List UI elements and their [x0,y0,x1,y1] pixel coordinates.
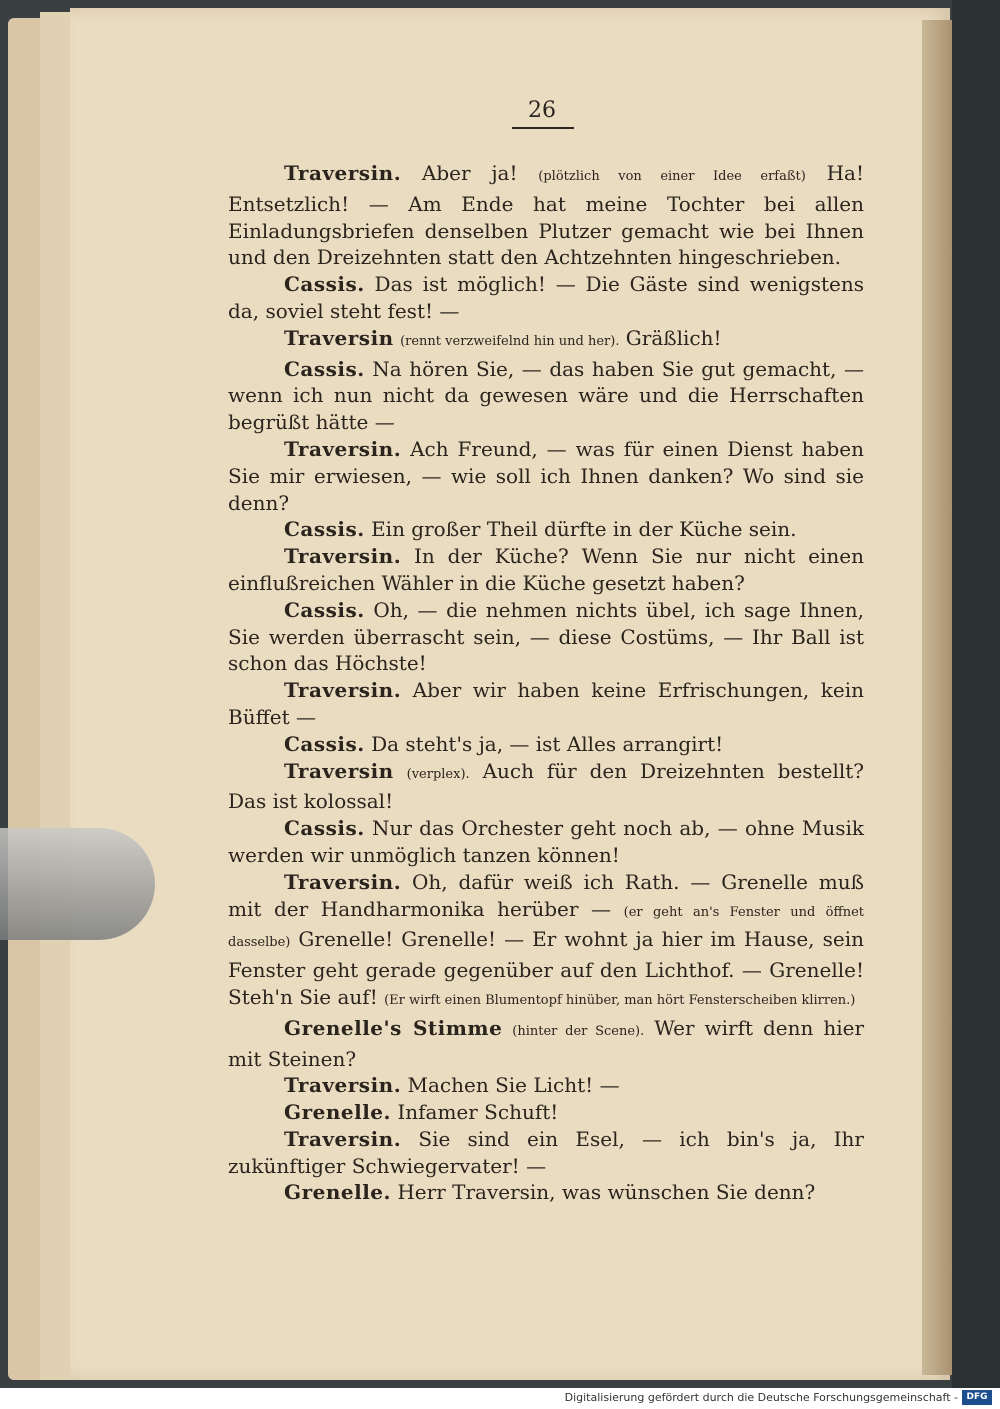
speaker-name: Traversin. [284,544,402,569]
dialogue-line: Auch für den Dreizehnten bestellt? Das ist kolossal! [228,758,864,814]
dialogue-paragraph [228,677,864,731]
dialogue-line: Gräßlich! [619,325,722,350]
speaker-name: Traversin. [284,678,402,703]
scan-border-right [952,0,1000,1388]
stage-direction: (hinter der Scene). [512,1023,645,1039]
page-number-rule [512,127,574,129]
speaker-name: Grenelle. [284,1180,391,1205]
dialogue-line [502,1016,512,1040]
funding-credit: Digitalisierung gefördert durch die Deutsche Forschungsgemeinschaft - [564,1391,958,1404]
dialogue-paragraph [228,1072,864,1099]
dialogue-line [394,759,407,783]
dialogue-paragraph [228,1126,864,1180]
dialogue-line: Na hören Sie, — das haben Sie gut gemacht, — wenn ich nun nicht da gewesen wäre und die Herrschaften begrüßt hätte — [228,356,864,435]
dialogue-line: Ach Freund, — was für einen Dienst haben Sie mir erwiesen, — wie soll ich Ihnen danken? Wo sind sie denn? [228,436,864,515]
dialogue-line: Ein großer Theil dürfte in der Küche sein. [364,517,797,542]
stage-direction: (rennt verzweifelnd hin und her). [400,333,620,349]
footer-bar [0,1388,1000,1409]
dialogue-line: Machen Sie Licht! — [401,1073,620,1098]
dialogue-paragraph [228,731,864,758]
speaker-name: Cassis. [284,517,365,542]
dialogue-paragraph [228,160,864,271]
speaker-name: Cassis. [284,356,365,381]
dialogue-line: Ha! Entsetzlich! — Am Ende hat meine Tochter bei allen Einladungsbriefen denselben Plutzer gemacht wie bei Ihnen und den Dreizehnten statt den Achtzehnten hingeschrieben. [228,161,864,270]
dialogue-line: Herr Traversin, was wünschen Sie denn? [391,1180,816,1205]
stage-direction: (plötzlich von einer Idee erfaßt) [538,169,806,184]
dialogue-line: Aber wir haben keine Erfrischungen, kein Büffet — [228,678,864,729]
page-gutter-edge [922,20,952,1375]
dialogue-line: Aber ja! [401,161,539,185]
dialogue-paragraph [228,815,864,869]
dialogue-text [228,160,864,1206]
dialogue-line: Da steht's ja, — ist Alles arrangirt! [364,731,724,756]
dialogue-paragraph [228,1179,864,1206]
stage-direction: (verplex). [406,766,470,782]
dialogue-line: Nur das Orchester geht noch ab, — ohne Musik werden wir unmöglich tanzen können! [228,816,864,867]
dialogue-line: Oh, dafür weiß ich Rath. — Grenelle muß mit der Handharmonika herüber — [228,869,864,921]
dialogue-line: Wer wirft denn hier mit Steinen? [228,1015,865,1071]
dialogue-paragraph [228,758,864,816]
speaker-name: Traversin. [284,436,402,461]
speaker-name: Traversin [284,758,394,783]
speaker-name: Cassis. [284,816,365,841]
dialogue-line: Grenelle! Grenelle! — Er wohnt ja hier im Hause, sein Fenster geht gerade gegenüber auf den Lichthof. — Grenelle! Steh'n Sie auf! [228,927,864,1009]
speaker-name: Traversin. [284,161,402,185]
dialogue-line: In der Küche? Wenn Sie nur nicht einen einflußreichen Wähler in die Küche gesetzt haben? [228,544,864,595]
dialogue-paragraph [228,543,864,597]
stage-direction: (Er wirft einen Blumentopf hinüber, man hört Fensterscheiben klirren.) [384,992,856,1008]
speaker-name: Traversin [284,325,394,350]
dialogue-paragraph [228,597,864,677]
dialogue-paragraph [228,869,864,1015]
speaker-name: Grenelle. [284,1100,391,1125]
stage-direction: (er geht an's Fenster und öffnet dasselbe) [228,904,865,951]
dialogue-line: Oh, — die nehmen nichts übel, ich sage Ihnen, Sie werden überrascht sein, — diese Costüms, — Ihr Ball ist schon das Höchste! [228,597,864,676]
dialogue-paragraph [228,271,864,325]
dialogue-line: Infamer Schuft! [391,1100,559,1125]
speaker-name: Traversin. [284,1126,402,1151]
speaker-name: Cassis. [284,272,365,297]
dialogue-paragraph [228,516,864,543]
dialogue-line: Sie sind ein Esel, — ich bin's ja, Ihr zukünftiger Schwiegervater! — [228,1126,864,1178]
dialogue-paragraph [228,1015,864,1073]
speaker-name: Cassis. [284,597,365,622]
speaker-name: Traversin. [284,1073,402,1098]
speaker-name: Cassis. [284,731,365,756]
dialogue-line: Das ist möglich! — Die Gäste sind wenigstens da, soviel steht fest! — [228,272,864,323]
thumb-shadow [0,828,155,940]
page-number: 26 [528,98,556,123]
dialogue-paragraph [228,436,864,516]
dfg-logo: DFG [962,1390,992,1405]
dialogue-paragraph [228,325,864,356]
dialogue-paragraph [228,1099,864,1126]
speaker-name: Grenelle's Stimme [284,1015,503,1040]
speaker-name: Traversin. [284,869,402,894]
dialogue-paragraph [228,356,864,436]
